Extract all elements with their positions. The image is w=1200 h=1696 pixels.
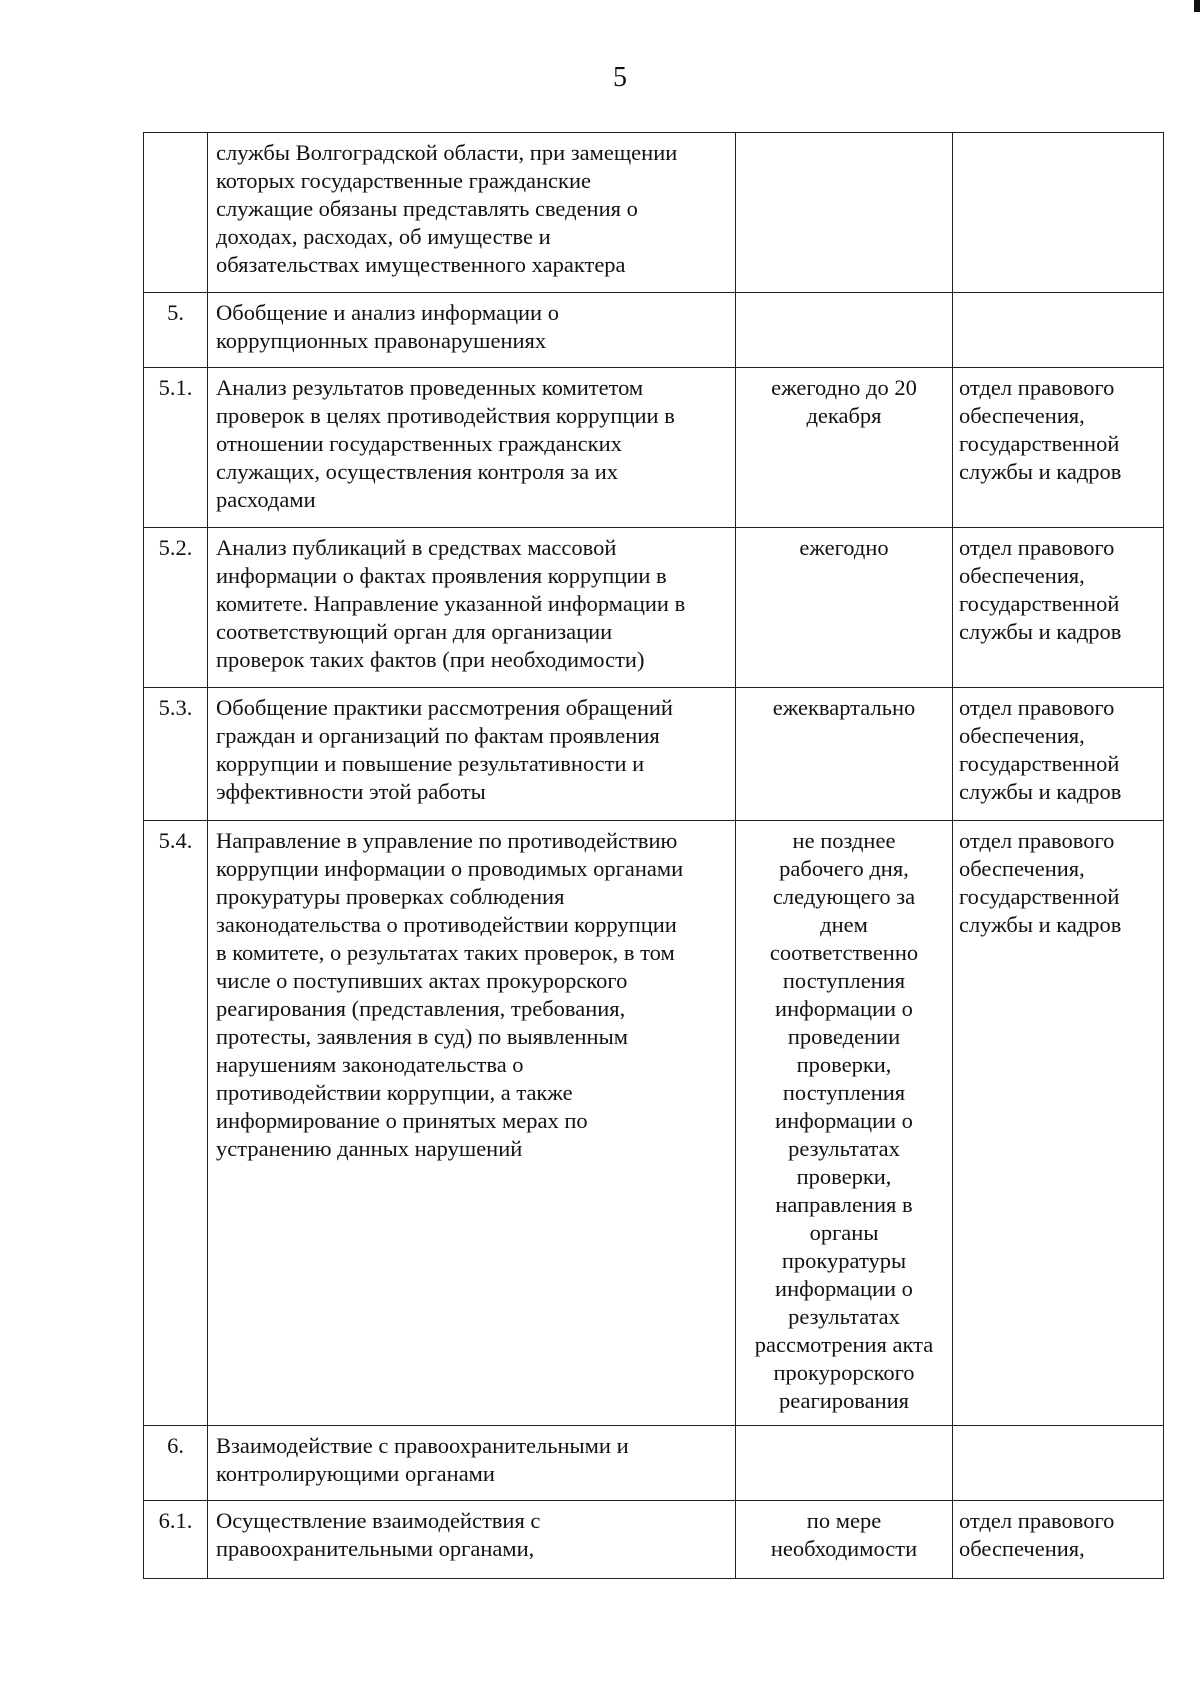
responsible-line: службы и кадров xyxy=(959,912,1122,937)
table-row xyxy=(144,368,1164,528)
deadline-line: проверки, xyxy=(796,1052,892,1077)
deadline-line: днем xyxy=(820,912,868,937)
activity-line: службы Волгоградской области, при замещении xyxy=(216,140,678,165)
responsible-line: службы и кадров xyxy=(959,459,1122,484)
activity-cell xyxy=(208,528,736,688)
responsible-line: отдел правового xyxy=(959,828,1115,853)
activity-cell xyxy=(208,133,736,293)
activity-line: проверок в целях противодействия коррупции в xyxy=(216,403,675,428)
item-number: 6. xyxy=(167,1433,184,1458)
deadline-cell xyxy=(736,368,953,528)
deadline-line: не позднее xyxy=(792,828,896,853)
responsible-cell xyxy=(953,368,1164,528)
table-row xyxy=(144,688,1164,821)
activity-cell xyxy=(208,688,736,821)
deadline-line: направления в xyxy=(775,1192,913,1217)
activity-cell xyxy=(208,293,736,368)
responsible-line: государственной xyxy=(959,884,1120,909)
activity-line: граждан и организаций по фактам проявления xyxy=(216,723,660,748)
deadline-line: проверки, xyxy=(796,1164,892,1189)
activity-line: контролирующими органами xyxy=(216,1461,495,1486)
activity-line: служащих, осуществления контроля за их xyxy=(216,459,618,484)
activity-line: соответствующий орган для организации xyxy=(216,619,613,644)
deadline-line: соответственно xyxy=(769,940,919,965)
activity-line: проверок таких фактов (при необходимости) xyxy=(216,647,645,672)
activity-line: отношении государственных гражданских xyxy=(216,431,622,456)
deadline-line: рабочего дня, xyxy=(779,856,909,881)
measures-table xyxy=(143,132,1164,1579)
activity-line: Обобщение практики рассмотрения обращений xyxy=(216,695,673,720)
deadline-line: органы xyxy=(809,1220,879,1245)
deadline-line: по мере xyxy=(806,1508,882,1533)
item-number-cell xyxy=(144,368,208,528)
deadline-line: ежегодно до 20 xyxy=(771,375,917,400)
responsible-cell xyxy=(953,133,1164,293)
activity-line: Направление в управление по противодействию xyxy=(216,828,678,853)
deadline-cell xyxy=(736,688,953,821)
activity-cell xyxy=(208,1501,736,1579)
activity-line: служащие обязаны представлять сведения о xyxy=(216,196,638,221)
deadline-line: ежегодно xyxy=(799,535,889,560)
page-number: 5 xyxy=(613,62,627,93)
responsible-line: обеспечения, xyxy=(959,856,1085,881)
activity-cell xyxy=(208,1426,736,1501)
item-number-cell xyxy=(144,821,208,1426)
activity-line: Осуществление взаимодействия с xyxy=(216,1508,541,1533)
item-number: 5.2. xyxy=(158,535,193,560)
activity-line: которых государственные гражданские xyxy=(216,168,591,193)
deadline-line: рассмотрения акта xyxy=(754,1332,934,1357)
responsible-line: обеспечения, xyxy=(959,563,1085,588)
item-number-cell xyxy=(144,528,208,688)
responsible-cell xyxy=(953,1501,1164,1579)
responsible-line: службы и кадров xyxy=(959,779,1122,804)
responsible-line: отдел правового xyxy=(959,375,1115,400)
activity-line: Анализ публикаций в средствах массовой xyxy=(216,535,617,560)
activity-line: протесты, заявления в суд) по выявленным xyxy=(216,1024,628,1049)
table-row xyxy=(144,133,1164,293)
deadline-line: поступления xyxy=(782,968,906,993)
deadline-line: информации о xyxy=(775,1276,913,1301)
responsible-cell xyxy=(953,528,1164,688)
item-number-cell xyxy=(144,688,208,821)
responsible-line: обеспечения, xyxy=(959,1536,1085,1561)
scan-corner-mark xyxy=(1194,0,1200,12)
activity-line: коррупционных правонарушениях xyxy=(216,328,547,353)
activity-line: эффективности этой работы xyxy=(216,779,486,804)
responsible-line: отдел правового xyxy=(959,1508,1115,1533)
deadline-cell xyxy=(736,1501,953,1579)
activity-line: Анализ результатов проведенных комитетом xyxy=(216,375,644,400)
deadline-line: информации о xyxy=(775,996,913,1021)
table-row xyxy=(144,528,1164,688)
activity-line: реагирования (представления, требования, xyxy=(216,996,626,1021)
deadline-line: реагирования xyxy=(778,1388,909,1413)
deadline-line: информации о xyxy=(775,1108,913,1133)
deadline-line: проведении xyxy=(787,1024,901,1049)
responsible-cell xyxy=(953,293,1164,368)
deadline-cell xyxy=(736,1426,953,1501)
activity-line: Взаимодействие с правоохранительными и xyxy=(216,1433,629,1458)
table-row xyxy=(144,1426,1164,1501)
activity-line: в комитете, о результатах таких проверок, в том xyxy=(216,940,675,965)
item-number: 5. xyxy=(167,300,184,325)
deadline-cell xyxy=(736,821,953,1426)
deadline-line: прокурорского xyxy=(773,1360,915,1385)
responsible-line: обеспечения, xyxy=(959,723,1085,748)
responsible-line: государственной xyxy=(959,751,1120,776)
activity-line: доходах, расходах, об имуществе и xyxy=(216,224,551,249)
activity-line: информирование о принятых мерах по xyxy=(216,1108,588,1133)
responsible-cell xyxy=(953,821,1164,1426)
deadline-cell xyxy=(736,293,953,368)
item-number-cell xyxy=(144,293,208,368)
activity-line: числе о поступивших актах прокурорского xyxy=(216,968,628,993)
responsible-line: государственной xyxy=(959,431,1120,456)
responsible-line: отдел правового xyxy=(959,695,1115,720)
activity-line: коррупции информации о проводимых органами xyxy=(216,856,684,881)
responsible-line: государственной xyxy=(959,591,1120,616)
table-row xyxy=(144,293,1164,368)
deadline-line: поступления xyxy=(782,1080,906,1105)
responsible-line: обеспечения, xyxy=(959,403,1085,428)
table-body xyxy=(144,133,1164,1579)
activity-line: нарушениям законодательства о xyxy=(216,1052,524,1077)
item-number-cell xyxy=(144,133,208,293)
activity-line: информации о фактах проявления коррупции в xyxy=(216,563,667,588)
activity-line: коррупции и повышение результативности и xyxy=(216,751,645,776)
deadline-line: ежеквартально xyxy=(772,695,916,720)
responsible-line: отдел правового xyxy=(959,535,1115,560)
table-row xyxy=(144,821,1164,1426)
deadline-line: прокуратуры xyxy=(781,1248,907,1273)
responsible-line: службы и кадров xyxy=(959,619,1122,644)
deadline-line: результатах xyxy=(788,1304,900,1329)
activity-line: расходами xyxy=(216,487,316,512)
activity-cell xyxy=(208,368,736,528)
activity-line: Обобщение и анализ информации о xyxy=(216,300,559,325)
deadline-cell xyxy=(736,133,953,293)
deadline-cell xyxy=(736,528,953,688)
activity-line: комитете. Направление указанной информации в xyxy=(216,591,686,616)
item-number: 5.3. xyxy=(158,695,193,720)
responsible-cell xyxy=(953,688,1164,821)
activity-line: устранению данных нарушений xyxy=(216,1136,523,1161)
activity-line: правоохранительными органами, xyxy=(216,1536,535,1561)
deadline-line: следующего за xyxy=(772,884,916,909)
item-number: 5.1. xyxy=(158,375,193,400)
activity-line: законодательства о противодействии коррупции xyxy=(216,912,677,937)
deadline-line: результатах xyxy=(788,1136,900,1161)
activity-cell xyxy=(208,821,736,1426)
item-number: 6.1. xyxy=(158,1508,193,1533)
activity-line: прокуратуры проверках соблюдения xyxy=(216,884,565,909)
deadline-line: необходимости xyxy=(770,1536,918,1561)
item-number-cell xyxy=(144,1501,208,1579)
item-number: 5.4. xyxy=(158,828,193,853)
deadline-line: декабря xyxy=(806,403,882,428)
activity-line: обязательствах имущественного характера xyxy=(216,252,626,277)
activity-line: противодействии коррупции, а также xyxy=(216,1080,573,1105)
responsible-cell xyxy=(953,1426,1164,1501)
table-row xyxy=(144,1501,1164,1579)
item-number-cell xyxy=(144,1426,208,1501)
